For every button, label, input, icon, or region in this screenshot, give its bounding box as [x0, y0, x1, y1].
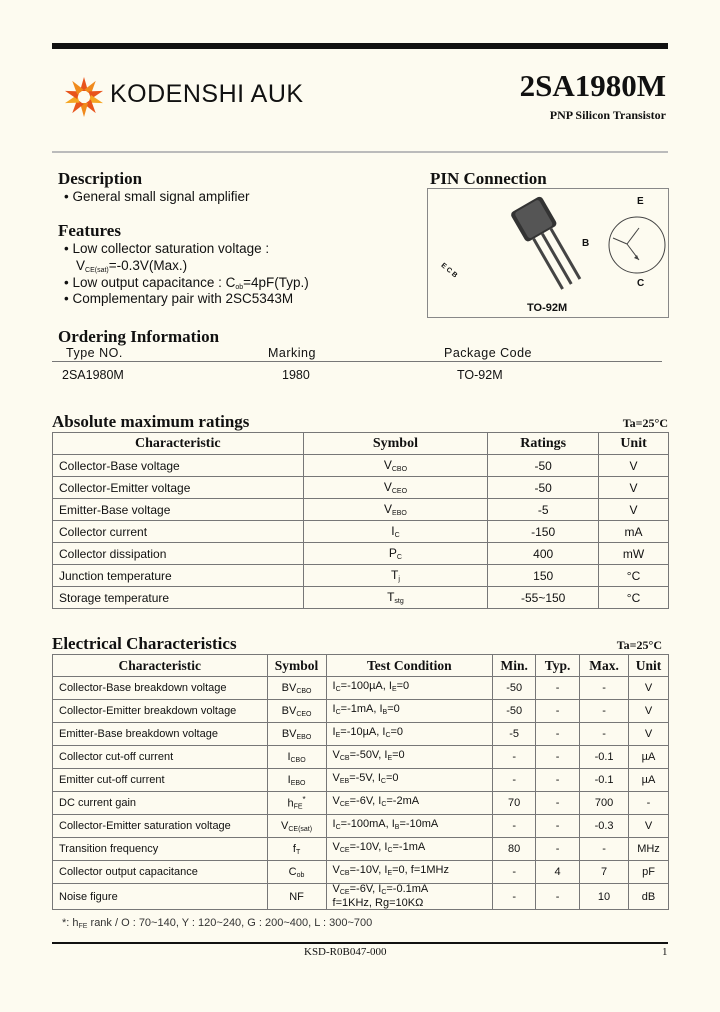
ec-condition-line — [333, 704, 493, 718]
ec-typ: - — [536, 677, 580, 700]
amr-symbol — [303, 477, 488, 499]
ec-condition-line — [333, 727, 493, 741]
lead-labels: ECB — [439, 262, 460, 281]
cond-sym1: V — [332, 772, 340, 784]
ec-typ: - — [536, 884, 580, 910]
amr-title: Absolute maximum ratings — [52, 412, 250, 431]
ec-test-condition — [326, 769, 493, 792]
amr-col-characteristic: Characteristic — [53, 433, 304, 455]
amr-unit: °C — [599, 565, 669, 587]
ec-col-characteristic: Characteristic — [53, 655, 268, 677]
ec-typ: - — [536, 723, 580, 746]
amr-symbol — [303, 455, 488, 477]
ec-test-condition — [326, 746, 493, 769]
ec-typ: - — [536, 769, 580, 792]
page-number: 1 — [662, 946, 668, 958]
ec-symbol-sub: CBO — [296, 687, 312, 695]
amr-rating: -55~150 — [488, 587, 599, 609]
amr-characteristic: Emitter-Base voltage — [53, 499, 304, 521]
ec-symbol-main: BV — [281, 681, 297, 694]
ec-condition-line2: f=1KHz, Rg=10KΩ — [332, 897, 424, 909]
amr-symbol — [303, 499, 488, 521]
ec-row — [53, 861, 669, 884]
amr-characteristic: Collector-Base voltage — [53, 455, 304, 477]
ec-table — [52, 654, 669, 910]
ec-max: 10 — [580, 884, 629, 910]
ec-typ: - — [536, 792, 580, 815]
amr-symbol-sub: CEO — [391, 488, 408, 495]
amr-unit: °C — [599, 587, 669, 609]
ec-row — [53, 838, 669, 861]
cond-sym1: I — [332, 726, 336, 738]
cond-val1: =-100mA, I — [340, 818, 395, 830]
cond-sub2: B — [394, 824, 400, 831]
ordering-header-marking: Marking — [268, 346, 316, 360]
ordering-header-package: Package Code — [444, 346, 533, 360]
ec-symbol — [267, 700, 326, 723]
amr-symbol — [303, 543, 488, 565]
part-subtitle: PNP Silicon Transistor — [549, 108, 666, 122]
cond-sym1: V — [332, 864, 340, 876]
cond-sym1: I — [332, 680, 336, 692]
ec-characteristic: Collector-Base breakdown voltage — [53, 677, 268, 700]
amr-row — [53, 521, 669, 543]
amr-characteristic: Collector-Emitter voltage — [53, 477, 304, 499]
ec-symbol — [267, 746, 326, 769]
amr-col-symbol: Symbol — [303, 433, 488, 455]
ec-unit: dB — [629, 884, 669, 910]
ec-characteristic: Emitter-Base breakdown voltage — [53, 723, 268, 746]
cond-sym1: I — [332, 818, 336, 830]
ec-condition-line — [333, 681, 493, 695]
amr-row — [53, 565, 669, 587]
kodenshi-logo-icon — [62, 75, 106, 119]
cond-sub2: C — [387, 847, 393, 854]
cond-val2: =-0.1mA — [386, 883, 429, 895]
company-name: KODENSHI AUK — [110, 80, 304, 108]
cond-sym1: V — [332, 795, 340, 807]
amr-rating: -50 — [488, 455, 599, 477]
ec-test-condition — [326, 723, 493, 746]
cond-val2: =-1mA — [392, 841, 426, 853]
cond-sub1: CE — [339, 847, 350, 854]
cond-val1: =-100µA, I — [340, 680, 392, 692]
ec-unit: V — [629, 700, 669, 723]
footer-rule — [52, 942, 668, 944]
cond-val2: =0 — [385, 772, 399, 784]
header-divider — [52, 151, 668, 153]
ec-symbol-main: f — [292, 842, 296, 855]
amr-symbol-sub: CBO — [391, 466, 408, 473]
amr-condition: Ta=25°C — [622, 416, 668, 430]
ec-symbol-sub: ob — [296, 871, 305, 879]
ec-symbol-main: NF — [289, 890, 304, 903]
cond-val1: =-1mA, I — [340, 703, 383, 715]
amr-unit: mA — [599, 521, 669, 543]
ec-symbol — [267, 677, 326, 700]
amr-symbol-main: T — [387, 590, 395, 604]
amr-row — [53, 499, 669, 521]
amr-symbol-sub: C — [394, 532, 400, 539]
ec-condition-line — [333, 773, 493, 787]
ec-max: - — [580, 677, 629, 700]
ec-min: -50 — [493, 700, 536, 723]
ec-max: -0.3 — [580, 815, 629, 838]
cond-sub1: CB — [339, 755, 350, 762]
ec-typ: - — [536, 700, 580, 723]
ec-row — [53, 723, 669, 746]
ec-col-condition: Test Condition — [326, 655, 493, 677]
cond-val2: =0 — [392, 749, 405, 761]
cond-sub2: C — [381, 801, 387, 808]
ec-col-typ: Typ. — [536, 655, 580, 677]
pin-title: PIN Connection — [430, 169, 547, 188]
ec-symbol — [267, 792, 326, 815]
ec-typ: - — [536, 815, 580, 838]
features-title: Features — [58, 221, 121, 240]
ec-col-symbol: Symbol — [267, 655, 326, 677]
cond-sub1: E — [335, 732, 341, 739]
ec-min: - — [493, 815, 536, 838]
cond-sub1: CE — [339, 801, 350, 808]
ec-symbol-main: I — [287, 750, 291, 763]
cond-val1: =-10µA, I — [340, 726, 386, 738]
top-rule — [52, 43, 668, 49]
ec-characteristic: Emitter cut-off current — [53, 769, 268, 792]
ec-symbol-main: h — [287, 797, 294, 810]
cond-sub1: CE — [339, 889, 350, 896]
amr-row — [53, 477, 669, 499]
ec-symbol-sub: T — [295, 848, 301, 856]
amr-row — [53, 587, 669, 609]
cond-val1: =-5V, I — [349, 772, 381, 784]
package-label: TO-92M — [527, 302, 568, 314]
ordering-header-type: Type NO. — [66, 346, 123, 360]
ec-row — [53, 746, 669, 769]
ec-test-condition — [326, 792, 493, 815]
ec-row — [53, 700, 669, 723]
amr-table — [52, 432, 669, 609]
ordering-title: Ordering Information — [58, 327, 220, 346]
ec-test-condition — [326, 677, 493, 700]
ec-symbol — [267, 838, 326, 861]
amr-symbol-main: V — [384, 502, 393, 516]
ec-symbol-sub: CBO — [290, 756, 306, 764]
ordering-type: 2SA1980M — [62, 368, 124, 382]
ec-col-unit: Unit — [629, 655, 669, 677]
amr-symbol-main: I — [391, 524, 395, 538]
ec-unit: pF — [629, 861, 669, 884]
cond-val2: =-2mA — [386, 795, 420, 807]
cond-sub1: CB — [339, 870, 350, 877]
amr-unit: V — [599, 499, 669, 521]
ec-min: 70 — [493, 792, 536, 815]
ec-unit: MHz — [629, 838, 669, 861]
ec-test-condition — [326, 838, 493, 861]
amr-symbol-main: V — [383, 458, 392, 472]
ordering-package: TO-92M — [457, 368, 503, 382]
ec-typ: - — [536, 746, 580, 769]
ec-condition-line — [333, 819, 493, 833]
amr-characteristic: Collector current — [53, 521, 304, 543]
amr-unit: V — [599, 455, 669, 477]
ec-symbol — [267, 815, 326, 838]
amr-symbol — [303, 587, 488, 609]
ec-max: - — [580, 700, 629, 723]
cond-sub2: E — [387, 755, 393, 762]
amr-unit: V — [599, 477, 669, 499]
ec-symbol-main: I — [287, 773, 291, 786]
amr-header-row — [53, 433, 669, 455]
description-title: Description — [58, 169, 143, 188]
cond-sub1: C — [335, 709, 341, 716]
cond-sub2: C — [381, 889, 387, 896]
ec-max: -0.1 — [580, 746, 629, 769]
ec-test-condition — [326, 700, 493, 723]
ec-characteristic: Collector-Emitter breakdown voltage — [53, 700, 268, 723]
ec-symbol-sub: CEO — [296, 710, 312, 718]
ec-symbol — [267, 769, 326, 792]
ec-min: 80 — [493, 838, 536, 861]
ec-max: - — [580, 723, 629, 746]
ec-characteristic: DC current gain — [53, 792, 268, 815]
ec-row — [53, 792, 669, 815]
ec-characteristic: Noise figure — [53, 884, 268, 910]
ec-row — [53, 677, 669, 700]
ec-min: - — [493, 769, 536, 792]
ec-row — [53, 815, 669, 838]
ec-min: - — [493, 861, 536, 884]
cond-sub2: C — [385, 732, 391, 739]
ec-col-min: Min. — [493, 655, 536, 677]
amr-row — [53, 455, 669, 477]
ec-symbol-sub: EBO — [296, 733, 312, 741]
ec-max: -0.1 — [580, 769, 629, 792]
ec-title: Electrical Characteristics — [52, 634, 237, 653]
amr-symbol — [303, 521, 488, 543]
ec-row — [53, 884, 669, 910]
ec-symbol — [267, 723, 326, 746]
ec-max: 700 — [580, 792, 629, 815]
cond-sub1: EB — [339, 778, 350, 785]
amr-characteristic: Junction temperature — [53, 565, 304, 587]
ec-condition-line — [333, 750, 493, 764]
ec-test-condition — [326, 861, 493, 884]
feature-item-2: • Low output capacitance : $C_{ob}=4pF(Typ.)$ — [64, 275, 309, 291]
ec-symbol-main: C — [288, 865, 297, 878]
amr-symbol-sub: C — [396, 554, 402, 561]
ec-unit: µA — [629, 746, 669, 769]
ec-characteristic: Collector-Emitter saturation voltage — [53, 815, 268, 838]
cond-sym1: V — [332, 841, 340, 853]
ec-unit: V — [629, 677, 669, 700]
feature-item-3: • Complementary pair with 2SC5343M — [64, 291, 294, 306]
ec-max: - — [580, 838, 629, 861]
doc-code: KSD-R0B047-000 — [304, 946, 387, 958]
feature-item-1b: $V_{CE(sat)}=-0.3V(Max.)$ — [76, 258, 188, 274]
cond-val1: =-6V, I — [349, 795, 382, 807]
amr-col-unit: Unit — [599, 433, 669, 455]
ec-symbol — [267, 861, 326, 884]
cond-sub2: E — [387, 870, 393, 877]
amr-characteristic: Collector dissipation — [53, 543, 304, 565]
description-item: • General small signal amplifier — [64, 189, 250, 204]
ec-condition-line — [333, 884, 493, 898]
cond-val1: =-10V, I — [349, 864, 388, 876]
ec-symbol-sub: FE — [293, 803, 303, 811]
ec-min: -50 — [493, 677, 536, 700]
cond-sym1: I — [332, 703, 336, 715]
amr-symbol-sub: EBO — [392, 510, 407, 517]
ec-unit: µA — [629, 769, 669, 792]
ec-symbol-main: V — [281, 819, 289, 832]
ec-symbol-sub: CE(sat) — [288, 825, 313, 833]
amr-symbol-main: P — [388, 546, 397, 560]
cond-sub1: C — [335, 686, 341, 693]
feature-item-1: • Low collector saturation voltage : — [64, 241, 270, 256]
ordering-marking: 1980 — [282, 368, 310, 382]
amr-row — [53, 543, 669, 565]
ec-unit: V — [629, 815, 669, 838]
cond-sub2: B — [382, 709, 388, 716]
ec-symbol-main: BV — [281, 704, 297, 717]
cond-val2: =0 — [396, 680, 410, 692]
ec-symbol-sup: * — [302, 795, 306, 805]
cond-sym1: V — [332, 883, 340, 895]
cond-sub2: E — [391, 686, 397, 693]
cond-val2: =0 — [387, 703, 400, 715]
amr-rating: -150 — [488, 521, 599, 543]
pin-label-b: B — [582, 238, 590, 249]
amr-symbol — [303, 565, 488, 587]
amr-symbol-main: V — [383, 480, 392, 494]
ec-col-max: Max. — [580, 655, 629, 677]
amr-rating: -50 — [488, 477, 599, 499]
ec-characteristic: Collector cut-off current — [53, 746, 268, 769]
amr-rating: 400 — [488, 543, 599, 565]
ec-symbol-main: BV — [281, 727, 297, 740]
to92m-package-icon — [427, 188, 667, 316]
cond-sub1: C — [335, 824, 341, 831]
ec-condition-line — [333, 842, 493, 856]
ec-condition: Ta=25°C — [616, 638, 662, 652]
cond-sym1: V — [332, 749, 340, 761]
ec-min: -5 — [493, 723, 536, 746]
ec-symbol-sub: EBO — [290, 779, 306, 787]
ec-typ: - — [536, 838, 580, 861]
cond-val1: =-6V, I — [349, 883, 382, 895]
ec-characteristic: Collector output capacitance — [53, 861, 268, 884]
amr-symbol-sub: stg — [394, 598, 404, 605]
ec-condition-line — [333, 796, 493, 810]
amr-rating: 150 — [488, 565, 599, 587]
ec-max: 7 — [580, 861, 629, 884]
ec-header-row — [53, 655, 669, 677]
ec-test-condition — [326, 815, 493, 838]
amr-rating: -5 — [488, 499, 599, 521]
ec-unit: - — [629, 792, 669, 815]
ec-unit: V — [629, 723, 669, 746]
amr-col-ratings: Ratings — [488, 433, 599, 455]
amr-unit: mW — [599, 543, 669, 565]
cond-val2: =0, f=1MHz — [392, 864, 449, 876]
ec-test-condition — [326, 884, 493, 910]
ec-typ: 4 — [536, 861, 580, 884]
amr-characteristic: Storage temperature — [53, 587, 304, 609]
ec-characteristic: Transition frequency — [53, 838, 268, 861]
ec-min: - — [493, 884, 536, 910]
cond-val2: =-10mA — [399, 818, 439, 830]
ec-footnote: *: $h_{FE}$ rank / O : 70~140, Y : 120~240, G : 200~400, L : 300~700 — [62, 917, 373, 930]
cond-sub2: C — [380, 778, 386, 785]
amr-symbol-main: T — [390, 568, 399, 582]
cond-val2: =0 — [390, 726, 404, 738]
ec-condition-line — [333, 865, 493, 879]
pin-label-c: C — [637, 278, 645, 289]
amr-symbol-sub: j — [398, 576, 400, 583]
ec-min: - — [493, 746, 536, 769]
ec-symbol — [267, 884, 326, 910]
part-number: 2SA1980M — [519, 68, 666, 103]
ordering-divider — [52, 361, 662, 362]
cond-val1: =-50V, I — [349, 749, 388, 761]
ec-row — [53, 769, 669, 792]
pin-label-e: E — [637, 196, 644, 207]
cond-val1: =-10V, I — [349, 841, 388, 853]
